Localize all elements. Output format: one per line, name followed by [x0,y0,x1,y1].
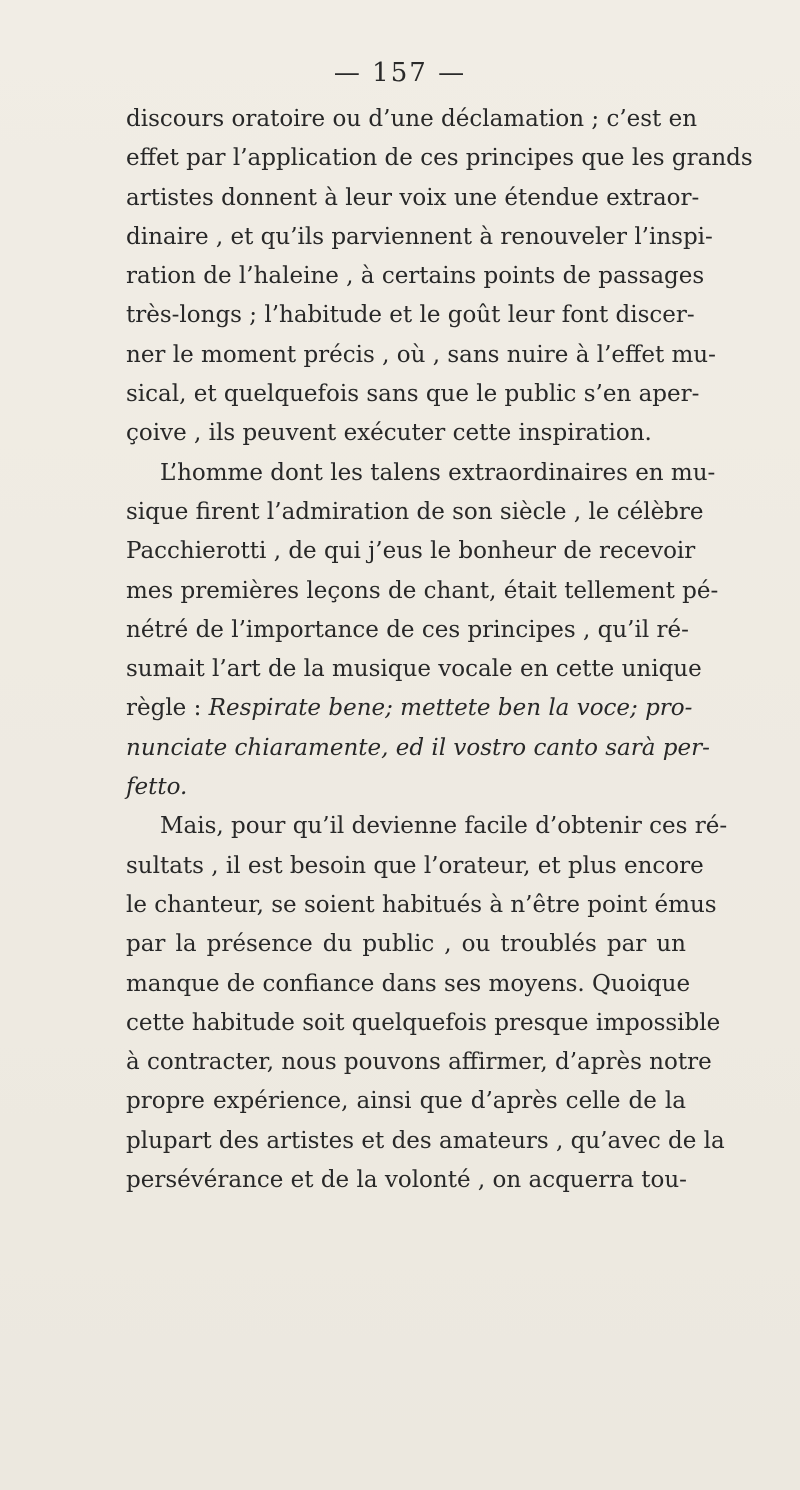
text-line: discours oratoire ou d’une déclamation ; c’est en [126,106,698,132]
text-line-paragraph-end: çoive , ils peuvent exécuter cette inspiration. [126,420,652,447]
text-line: mes premières leçons de chant, était tellement pé- [126,577,719,604]
text-line: cette habitude soit quelquefois presque impossible [126,1009,721,1036]
text-line: manque de confiance dans ses moyens. Quoique [126,970,691,997]
text-line: dinaire , et qu’ils parviennent à renouveler l’inspi- [126,223,713,250]
text-line: sique firent l’admiration de son siècle , le célèbre [126,498,704,525]
text-line: à contracter, nous pouvons affirmer, d’après notre [126,1049,712,1076]
text-line: propre expérience, ainsi que d’après celle de la [126,1088,686,1115]
text-line: effet par l’application de ces principes que les grands [126,145,753,172]
body-text [126,100,753,1200]
text-line-paragraph-start: Mais, pour qu’il devienne facile d’obtenir ces ré- [160,813,728,840]
text-line: nétré de l’importance de ces principes , qu’il ré- [126,616,689,643]
italian-quote-end: fetto. [126,774,188,801]
page-number-header: — 157 — [333,58,467,88]
text-line: ration de l’haleine , à certains points de passages [126,263,705,290]
text-line-paragraph-start: L’homme dont les talens extraordinaires en mu- [160,459,716,486]
italian-quote: Respirate bene; mettete ben la voce; pro- [208,695,693,722]
text-line: très-longs ; l’habitude et le goût leur font discer- [126,302,695,329]
text-line: artistes donnent à leur voix une étendue extraor- [126,184,700,211]
text-line: persévérance et de la volonté , on acquerra tou- [126,1167,687,1194]
text-line: sical, et quelquefois sans que le public s’en aper- [126,381,700,408]
text-line: le chanteur, se soient habitués à n’être point émus [126,891,717,918]
text-line: Pacchierotti , de qui j’eus le bonheur de recevoir [126,538,696,565]
text-line-with-quote [126,689,693,728]
italian-quote-line: nunciate chiaramente, ed il vostro canto sarà per- [126,734,710,761]
quote-intro: règle : [126,695,209,722]
text-line: par la présence du public , ou troublés par un [126,931,686,958]
text-line: sultats , il est besoin que l’orateur, et plus encore [126,852,704,879]
text-line: sumait l’art de la musique vocale en cette unique [126,656,702,683]
text-line: ner le moment précis , où , sans nuire à l’effet mu- [126,341,716,368]
text-line: plupart des artistes et des amateurs , qu’avec de la [126,1127,725,1154]
